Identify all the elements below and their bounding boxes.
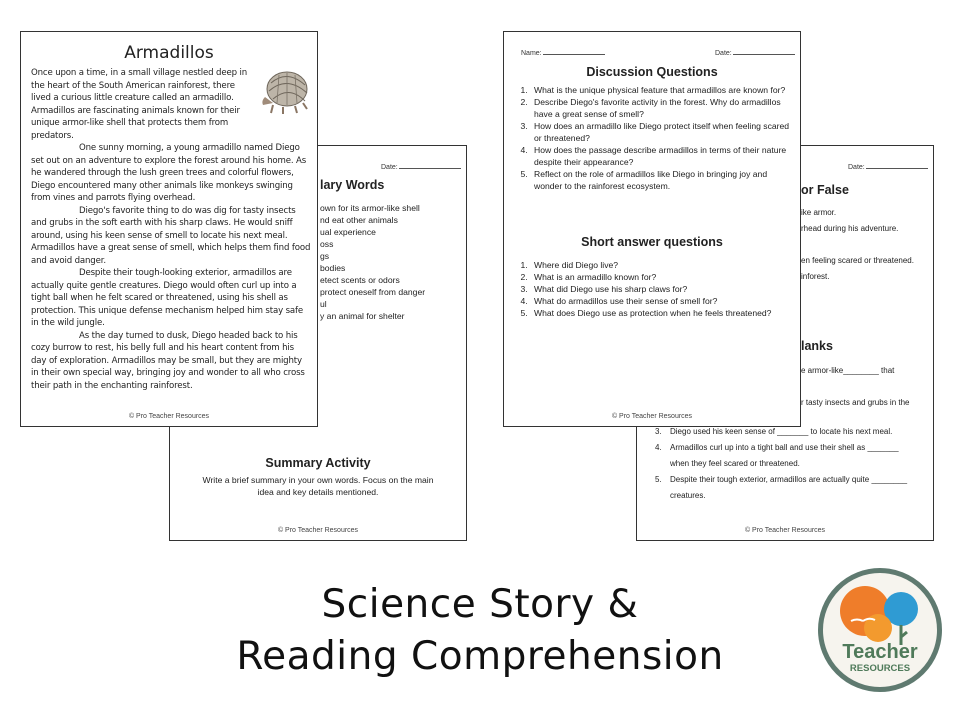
date-label: Date: [848,164,865,171]
vocab-item: nd eat other animals [320,215,398,225]
date-label: Date: [381,164,398,171]
fill-blank-item: Armadillos curl up into a tight ball and use their shell as _______ [670,443,899,452]
short-answer-question: 2. What is an armadillo known for? [530,271,792,283]
footer-credit: © Pro Teacher Resources [611,413,693,420]
fill-blank-number: 3. [655,427,662,436]
vocab-item: etect scents or odors [320,275,400,285]
discussion-question: 2. Describe Diego's favorite activity in the forest. Why do armadillos have a great sense of smell? [530,96,792,120]
date-line [866,162,928,169]
story-paragraph: One sunny morning, a young armadillo named Diego set out on an adventure to explore the forest around his home. As he wandered through the lush green trees and colorful flowers, Diego encountered many other animals like monkeys swinging from vines and parrots flying overhead. [31,143,307,203]
story-paragraph: Once upon a time, in a small village nestled deep in the heart of the South American rainforest, there lived a curious little creature called an armadillo. Armadillos are fascinating animals known for their unique armor-like shell that protects them from predators. [31,68,248,141]
true-false-item: ike armor. [801,208,837,217]
footer-credit: © Pro Teacher Resources [277,527,359,534]
name-field [521,48,605,57]
short-answer-list [514,259,792,319]
story-text [31,67,311,392]
true-false-item: inforest. [801,272,830,281]
vocab-title: lary Words [320,178,385,192]
footer-credit: © Pro Teacher Resources [744,527,826,534]
true-false-item: rhead during his adventure. [801,224,899,233]
discussion-list [514,84,792,192]
vocab-item: protect oneself from danger [320,287,426,297]
fill-blank-item: r tasty insects and grubs in the [801,398,910,407]
true-false-item: en feeling scared or threatened. [801,256,914,265]
teacher-resources-logo [818,568,942,692]
banner-line-1: Science Story & [321,582,639,627]
story-paragraph: Diego's favorite thing to do was dig for tasty insects and grubs in the soft earth with his sharp claws. He would sniff around, using his keen sense of smell to locate his next meal. Armadillos have a great sense of smell, which helps them find food and avoid danger. [31,205,311,266]
short-answer-title: Short answer questions [581,235,723,249]
discussion-question: 5. Reflect on the role of armadillos like Diego in bringing joy and wonder to the rainforest ecosystem. [530,168,792,192]
logo-word-resources: RESOURCES [849,663,911,674]
discussion-title: Discussion Questions [586,65,718,79]
short-answer-question: 1. Where did Diego live? [530,259,792,271]
banner-line-2: Reading Comprehension [236,634,724,679]
date-field [848,162,928,171]
fill-blank-item: Diego used his keen sense of _______ to locate his next meal. [670,427,893,436]
fill-blank-item: creatures. [670,491,706,500]
fill-blank-item: when they feel scared or threatened. [670,459,800,468]
vocab-item: own for its armor-like shell [320,203,420,213]
discussion-question: 1. What is the unique physical feature that armadillos are known for? [530,84,792,96]
blanks-title: lanks [801,339,833,353]
vocab-item: gs [320,251,330,261]
date-field [715,48,795,57]
true-false-title: or False [801,183,849,197]
name-label: Name: [521,50,542,57]
fill-blank-number: 4. [655,443,662,452]
fill-blank-number: 5. [655,475,662,484]
story-paragraph: As the day turned to dusk, Diego headed back to his cozy burrow to rest, his belly full and his heart content from his day of exploration. Armadillos may be small, but they are mighty in their own special way, bringing joy and wonder to all who cross their path in the enchanting rainforest. [31,330,305,391]
summary-title: Summary Activity [265,456,371,470]
armadillo-illustration-icon [259,67,311,119]
date-line [399,162,461,169]
vocab-item: ul [320,299,327,309]
discussion-question: 4. How does the passage describe armadillos in terms of their nature despite their appearance? [530,144,792,168]
discussion-question: 3. How does an armadillo like Diego protect itself when feeling scared or threatened? [530,120,792,144]
questions-page [503,31,801,427]
logo-word-teacher: Teacher [842,641,918,663]
short-answer-question: 4. What do armadillos use their sense of smell for? [530,295,792,307]
short-answer-question: 5. What does Diego use as protection when he feels threatened? [530,307,792,319]
fill-blank-item: Despite their tough exterior, armadillos are actually quite ________ [670,475,908,484]
vocab-item: ual experience [320,227,376,237]
summary-instructions: Write a brief summary in your own words. Focus on the main idea and key details mentioned. [202,475,434,497]
footer-credit: © Pro Teacher Resources [128,413,210,420]
fill-blank-item: e armor-like________ that [801,366,895,375]
name-line [543,48,605,55]
short-answer-question: 3. What did Diego use his sharp claws for? [530,283,792,295]
date-line [733,48,795,55]
story-paragraph: Despite their tough-looking exterior, armadillos are actually quite gentle creatures. Diego would often curl up into a tight ball when he felt scared or threatened, using his shell as protection. This unique defense mechanism helped him stay safe in the wild jungle. [31,268,304,328]
date-field [381,162,461,171]
vocab-item: bodies [320,263,346,273]
story-title: Armadillos [124,43,214,63]
story-page [20,31,318,427]
vocab-item: oss [320,239,334,249]
date-label: Date: [715,50,732,57]
vocab-item: y an animal for shelter [320,311,405,321]
